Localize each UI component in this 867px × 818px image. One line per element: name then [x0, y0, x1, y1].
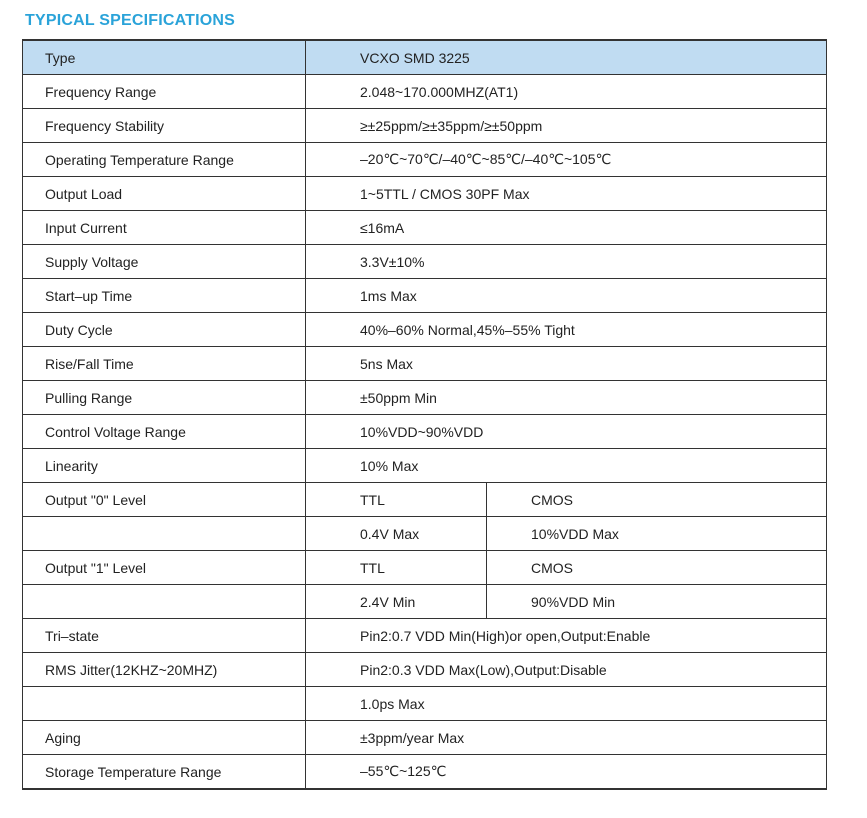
- table-row: [23, 347, 827, 381]
- row-label: Linearity: [23, 449, 306, 483]
- output-1-ttl-value: 2.4V Min: [306, 585, 487, 619]
- table-row-jitter-value: [23, 687, 827, 721]
- row-value: ±3ppm/year Max: [306, 721, 827, 755]
- table-row-output-1-values: [23, 585, 827, 619]
- empty-label-cell: [23, 517, 306, 551]
- tristate-label: Tri–state: [23, 619, 306, 653]
- output-1-cmos-header: CMOS: [487, 551, 827, 585]
- row-value: 2.048~170.000MHZ(AT1): [306, 75, 827, 109]
- output-0-cmos-value: 10%VDD Max: [487, 517, 827, 551]
- output-1-ttl-header: TTL: [306, 551, 487, 585]
- table-row: [23, 313, 827, 347]
- row-value: –55℃~125℃: [306, 755, 827, 790]
- output-0-cmos-header: CMOS: [487, 483, 827, 517]
- table-row: [23, 245, 827, 279]
- row-label: Pulling Range: [23, 381, 306, 415]
- row-label: Frequency Range: [23, 75, 306, 109]
- row-label: Storage Temperature Range: [23, 755, 306, 790]
- row-value: –20℃~70℃/–40℃~85℃/–40℃~105℃: [306, 143, 827, 177]
- table-row: [23, 75, 827, 109]
- table-row: [23, 449, 827, 483]
- table-row: [23, 177, 827, 211]
- table-header-row: [23, 40, 827, 75]
- table-row: [23, 381, 827, 415]
- empty-label-cell: [23, 585, 306, 619]
- table-row-tristate: [23, 619, 827, 653]
- row-value: 10%VDD~90%VDD: [306, 415, 827, 449]
- table-row-output-0-values: [23, 517, 827, 551]
- tristate-low-value: Pin2:0.3 VDD Max(Low),Output:Disable: [306, 653, 827, 687]
- row-value: 10% Max: [306, 449, 827, 483]
- row-value: 1ms Max: [306, 279, 827, 313]
- row-value: 1~5TTL / CMOS 30PF Max: [306, 177, 827, 211]
- row-label: Start–up Time: [23, 279, 306, 313]
- table-row: [23, 211, 827, 245]
- row-label: Supply Voltage: [23, 245, 306, 279]
- jitter-value: 1.0ps Max: [306, 687, 827, 721]
- row-value: ≥±25ppm/≥±35ppm/≥±50ppm: [306, 109, 827, 143]
- table-row-rms-jitter: [23, 653, 827, 687]
- empty-label-cell: [23, 687, 306, 721]
- table-row: [23, 109, 827, 143]
- row-value: 5ns Max: [306, 347, 827, 381]
- output-0-ttl-value: 0.4V Max: [306, 517, 487, 551]
- row-value: 40%–60% Normal,45%–55% Tight: [306, 313, 827, 347]
- table-row: [23, 143, 827, 177]
- table-row: [23, 279, 827, 313]
- row-label: Duty Cycle: [23, 313, 306, 347]
- row-value: 3.3V±10%: [306, 245, 827, 279]
- row-value: ≤16mA: [306, 211, 827, 245]
- table-row: [23, 415, 827, 449]
- table-row-output-0-header: [23, 483, 827, 517]
- header-value: VCXO SMD 3225: [306, 40, 827, 75]
- header-label: Type: [23, 40, 306, 75]
- table-row-output-1-header: [23, 551, 827, 585]
- row-label: Output Load: [23, 177, 306, 211]
- row-value: ±50ppm Min: [306, 381, 827, 415]
- output-0-ttl-header: TTL: [306, 483, 487, 517]
- specifications-table: [22, 39, 827, 790]
- tristate-high-value: Pin2:0.7 VDD Min(High)or open,Output:Enable: [306, 619, 827, 653]
- row-label: Rise/Fall Time: [23, 347, 306, 381]
- output-1-label: Output "1" Level: [23, 551, 306, 585]
- output-1-cmos-value: 90%VDD Min: [487, 585, 827, 619]
- row-label: Control Voltage Range: [23, 415, 306, 449]
- row-label: Input Current: [23, 211, 306, 245]
- row-label: Frequency Stability: [23, 109, 306, 143]
- table-row: [23, 755, 827, 790]
- table-row: [23, 721, 827, 755]
- rms-jitter-label: RMS Jitter(12KHZ~20MHZ): [23, 653, 306, 687]
- output-0-label: Output "0" Level: [23, 483, 306, 517]
- section-title: TYPICAL SPECIFICATIONS: [25, 12, 236, 29]
- row-label: Aging: [23, 721, 306, 755]
- row-label: Operating Temperature Range: [23, 143, 306, 177]
